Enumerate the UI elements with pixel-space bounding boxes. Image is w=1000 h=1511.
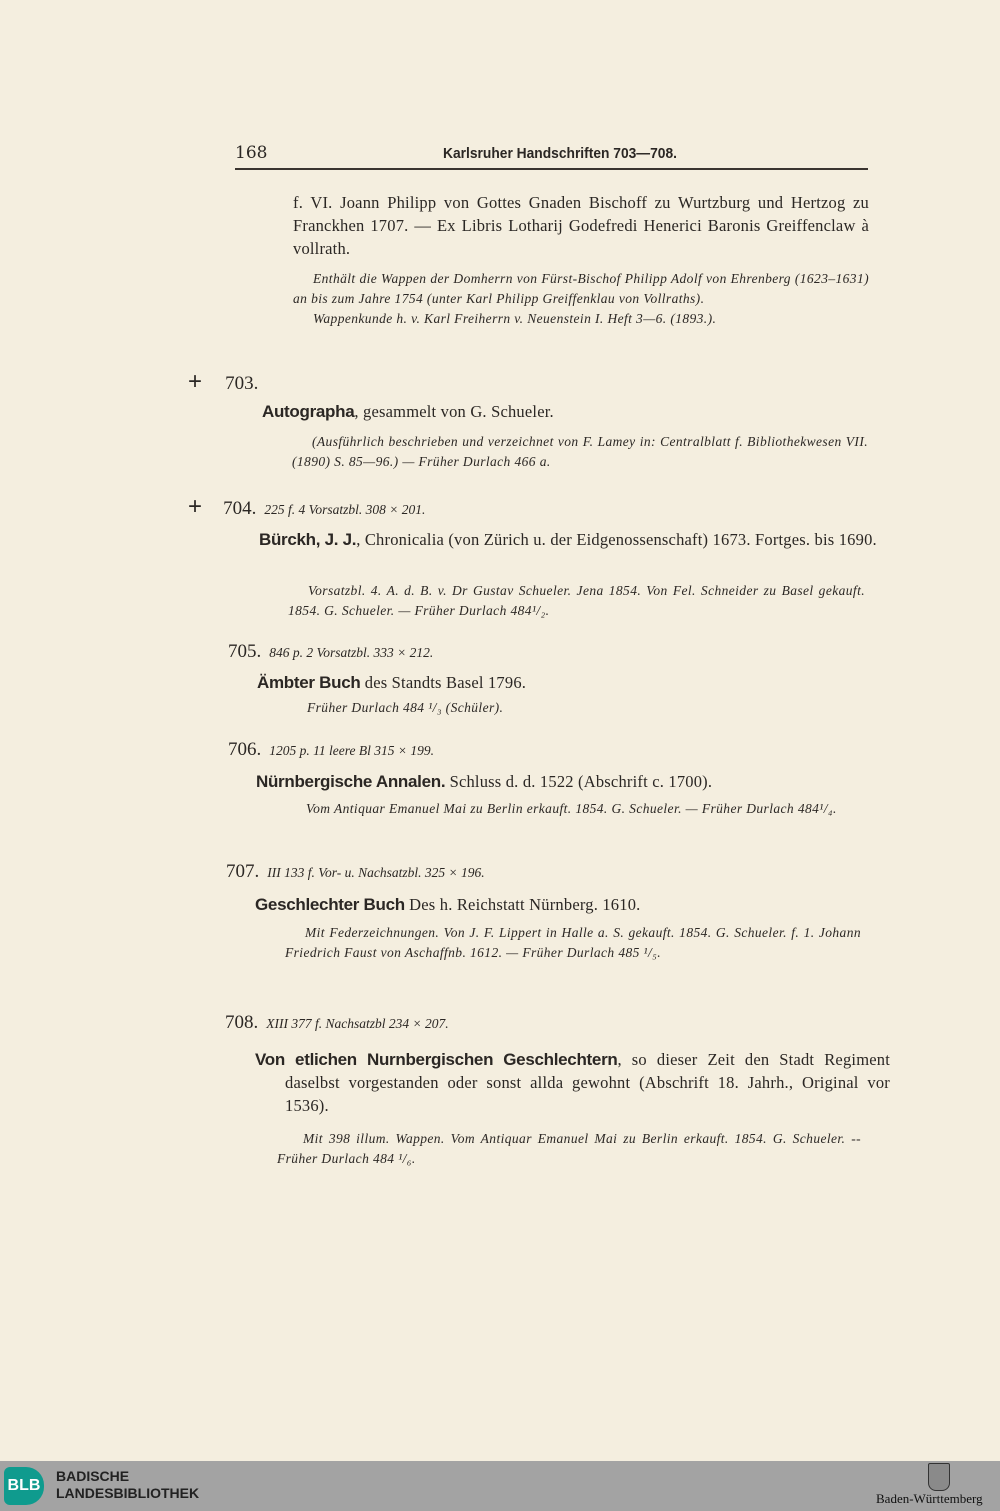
entry-706 — [228, 739, 868, 761]
entry-707-title-line — [255, 893, 861, 916]
entry-number: 704. — [223, 498, 257, 519]
entry-708 — [225, 1012, 865, 1034]
running-title: Karlsruher Handschriften 703—708. — [443, 145, 677, 162]
library-name-line1: BADISCHE — [56, 1468, 130, 1484]
coat-of-arms-icon — [928, 1463, 950, 1491]
entry-704 — [188, 493, 868, 521]
entry-title: Bürckh, J. J. — [259, 530, 357, 549]
entry-text: , so dieser Zeit den Stadt Regiment daselbst vorgestanden oder sonst allda gewohnt (Abschrift 18. Jahrh., Original vor 1536). — [285, 1050, 890, 1115]
entry-title: Nürnbergische Annalen. — [256, 772, 446, 791]
blb-logo[interactable]: BLB — [4, 1467, 44, 1505]
entry-physical-description: 1205 p. 11 leere Bl 315 × 199. — [269, 743, 434, 758]
entry-706-note: Vom Antiquar Emanuel Mai zu Berlin erkauft. 1854. G. Schueler. — Früher Durlach 484¹/₄. — [306, 801, 837, 816]
entry-text: , Chronicalia (von Zürich u. der Eidgenossenschaft) 1673. Fortges. bis 1690. — [356, 530, 877, 549]
continuation-note: Enthält die Wappen der Domherrn von Fürst-Bischof Philipp Adolf von Ehrenberg (1623–1631) an bis zum Jahre 1754 (unter Karl Philipp Greiffenklau von Vollraths). — [293, 271, 869, 306]
entry-physical-description: III 133 f. Vor- u. Nachsatzbl. 325 × 196. — [267, 865, 485, 880]
library-name-line2: LANDESBIBLIOTHEK — [56, 1485, 200, 1501]
entry-707-note: Mit Federzeichnungen. Von J. F. Lippert in Halle a. S. gekauft. 1854. G. Schueler. f. 1. Johann Friedrich Faust von Aschaffnb. 1612. — Früher Durlach 485 ¹/₅. — [285, 925, 861, 960]
entry-text: Schluss d. d. 1522 (Abschrift c. 1700). — [445, 772, 713, 791]
entry-705-title-line — [257, 671, 863, 694]
entry-708-title-line — [255, 1048, 890, 1117]
entry-title: Autographa — [262, 402, 355, 421]
continuation-text: f. VI. Joann Philipp von Gottes Gnaden Bischoff zu Wurtzburg und Hertzog zu Franckhen 1707. — Ex Libris Lotharij Godefredi Henerici Baronis Greiffenclaw à vollrath. — [293, 193, 869, 258]
page-number: 168 — [235, 143, 268, 163]
state-label[interactable]: Baden-Württemberg — [876, 1491, 983, 1506]
continuation-block — [293, 191, 869, 329]
entry-707 — [226, 861, 866, 883]
entry-title: Von etlichen Nurnbergischen Geschlechtern — [255, 1050, 618, 1069]
entry-number: 706. — [228, 739, 262, 760]
entry-703-title-line — [262, 400, 868, 423]
entry-number: 708. — [225, 1012, 259, 1033]
entry-text: des Standts Basel 1796. — [360, 673, 527, 692]
entry-708-note: Mit 398 illum. Wappen. Vom Antiquar Emanuel Mai zu Berlin erkauft. 1854. G. Schueler. -- Früher Durlach 484 ¹/₆. — [277, 1131, 861, 1166]
plus-marker: + — [188, 493, 203, 520]
entry-title: Geschlechter Buch — [255, 895, 405, 914]
entry-number: 705. — [228, 641, 262, 662]
entry-704-note: Vorsatzbl. 4. A. d. B. v. Dr Gustav Schueler. Jena 1854. Von Fel. Schneider zu Basel gekauft. 1854. G. Schueler. — Früher Durlach 484¹/₂. — [288, 583, 865, 618]
entry-physical-description: 846 p. 2 Vorsatzbl. 333 × 212. — [269, 645, 434, 660]
entry-number: 707. — [226, 861, 260, 882]
entry-703-note: (Ausführlich beschrieben und verzeichnet von F. Lamey in: Centralblatt f. Bibliothekwesen VII. (1890) S. 85—96.) — Früher Durlach 466 a. — [292, 434, 868, 469]
library-name[interactable] — [56, 1468, 199, 1502]
entry-number: 703. — [225, 373, 259, 394]
entry-physical-description: 225 f. 4 Vorsatzbl. 308 × 201. — [264, 502, 426, 517]
continuation-note-reference: Wappenkunde h. v. Karl Freiherrn v. Neuenstein I. Heft 3—6. (1893.). — [313, 311, 717, 326]
header-rule — [235, 168, 868, 170]
entry-706-title-line — [256, 770, 862, 793]
plus-marker: + — [188, 368, 203, 395]
entry-705-note: Früher Durlach 484 ¹/₃ (Schüler). — [307, 700, 504, 715]
entry-physical-description: XIII 377 f. Nachsatzbl 234 × 207. — [266, 1016, 449, 1031]
entry-title: Ämbter Buch — [257, 673, 361, 692]
entry-text: , gesammelt von G. Schueler. — [354, 402, 554, 421]
entry-705 — [228, 641, 868, 663]
entry-text: Des h. Reichstatt Nürnberg. 1610. — [404, 895, 641, 914]
entry-703 — [188, 368, 868, 396]
entry-704-title-line — [259, 528, 895, 551]
